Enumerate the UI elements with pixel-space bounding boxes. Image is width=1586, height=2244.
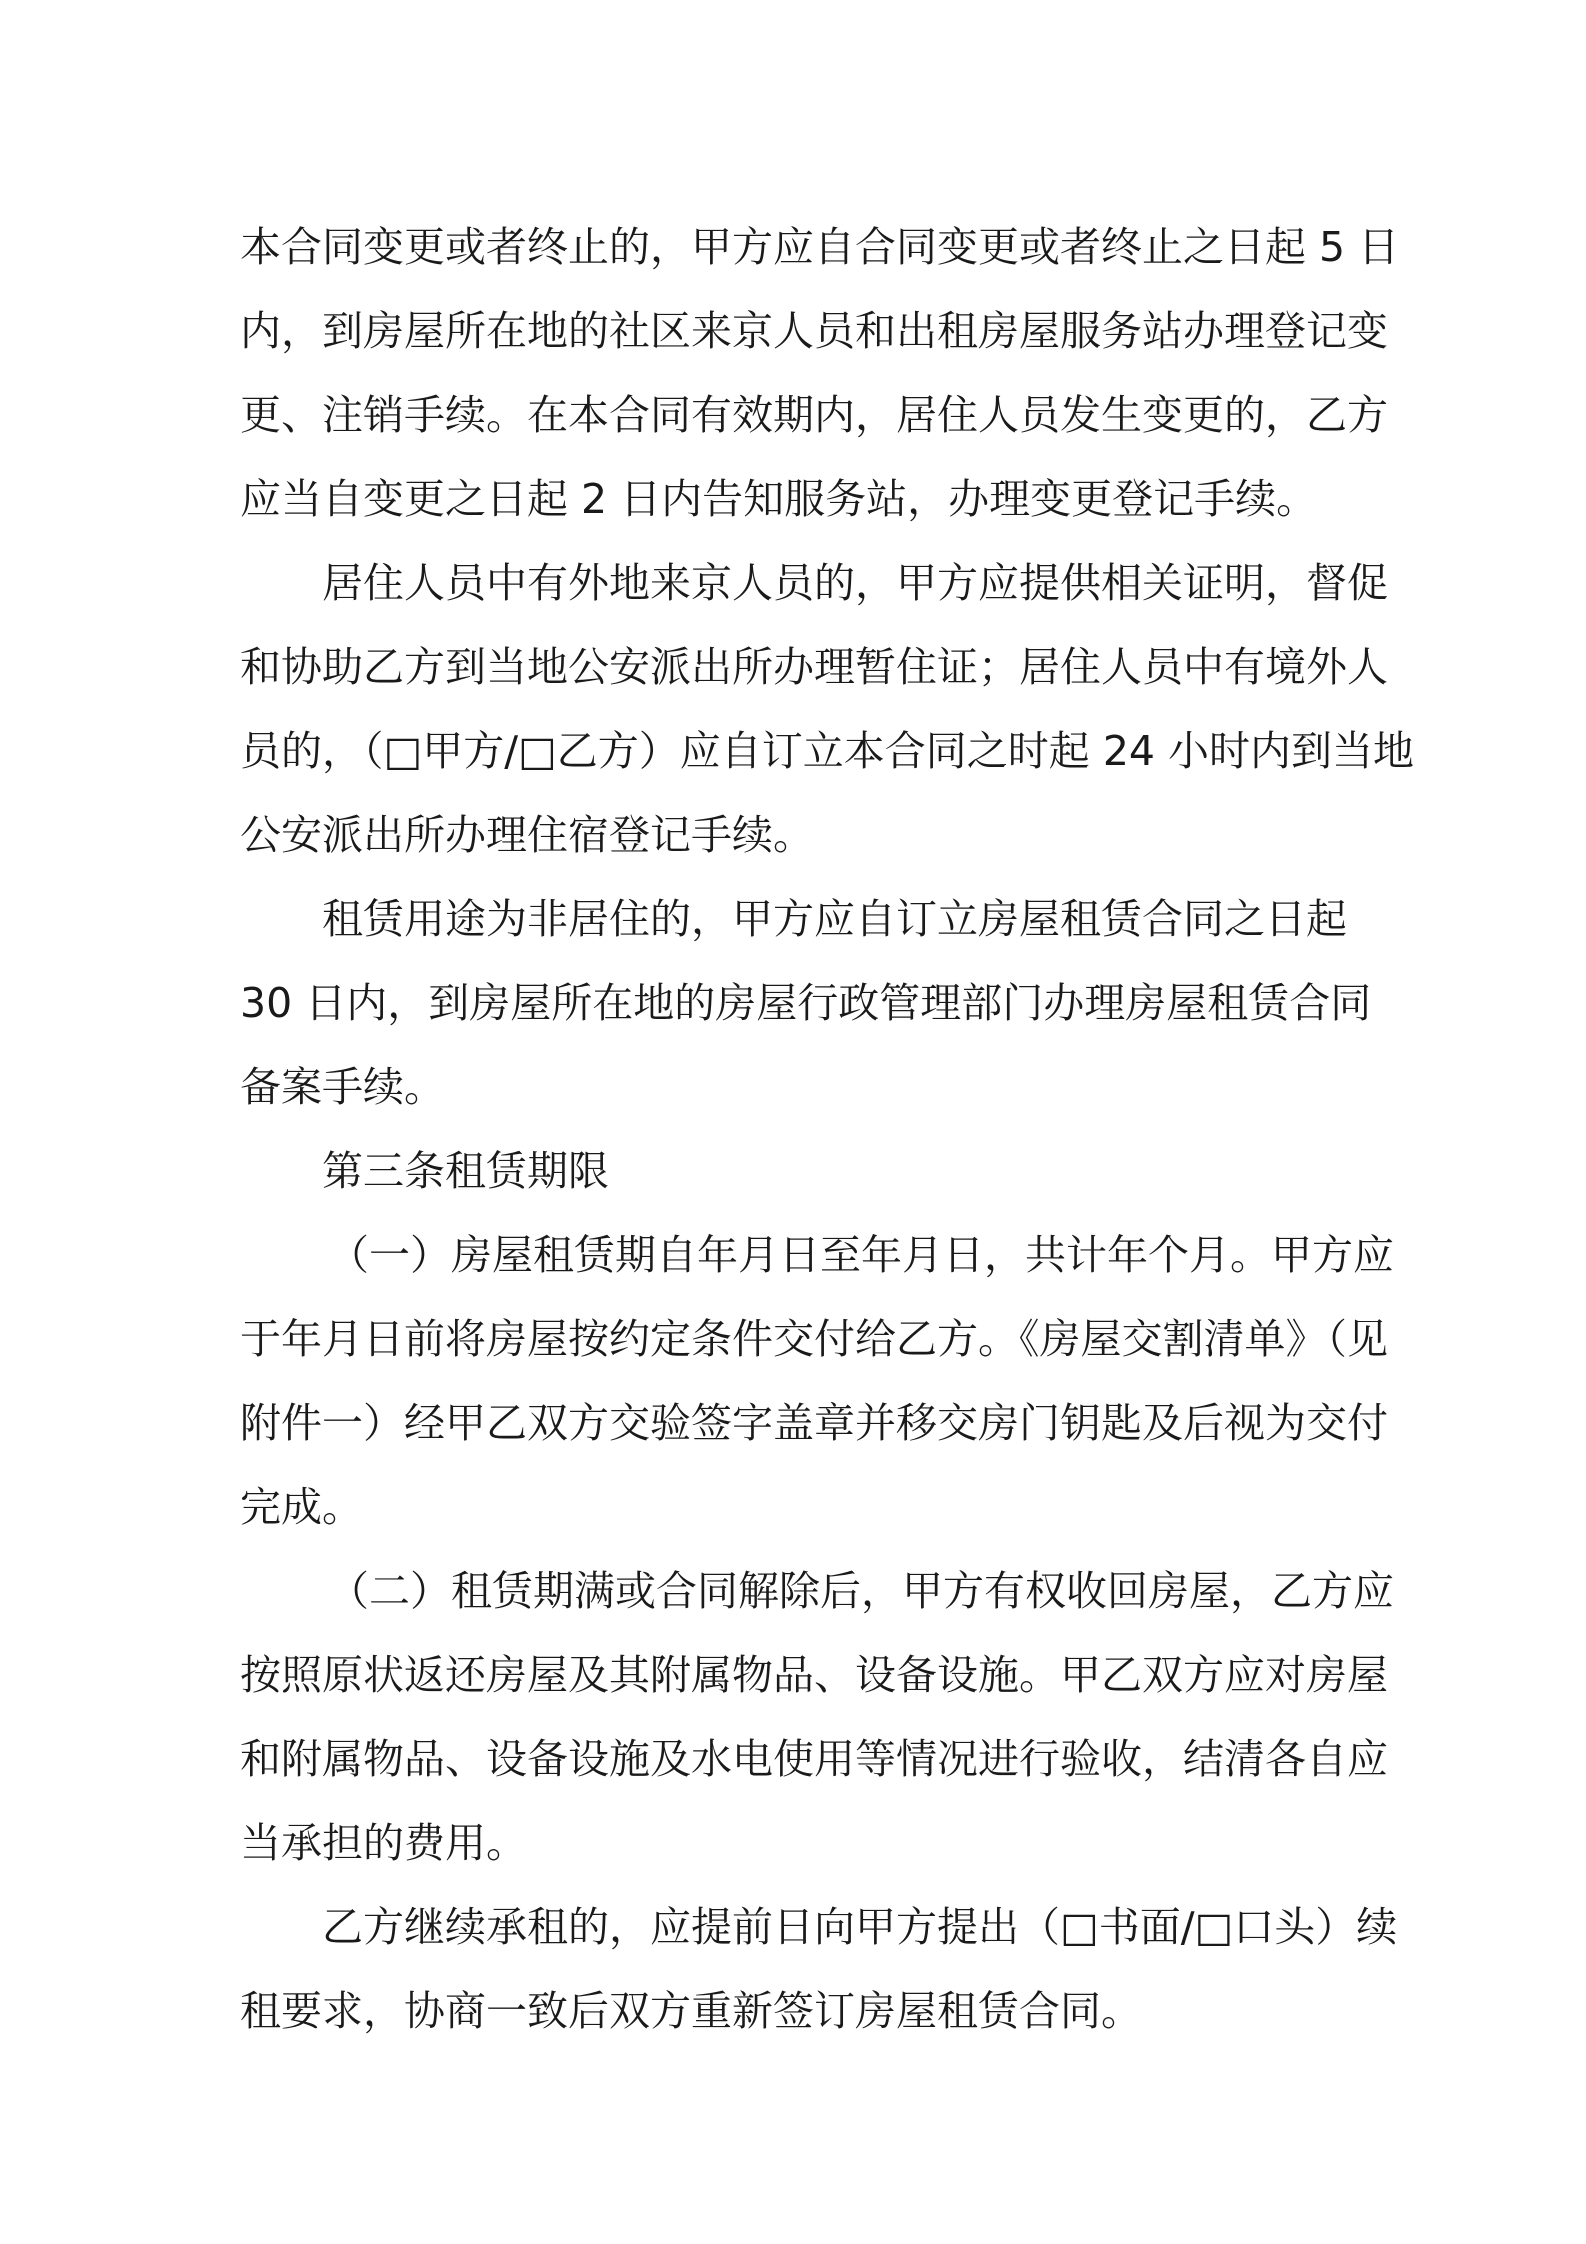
text-line: 公安派出所办理住宿登记手续。: [240, 811, 814, 859]
text-line: 30 日内，到房屋所在地的房屋行政管理部门办理房屋租赁合同: [240, 979, 1372, 1027]
paragraph-first-line: 居住人员中有外地来京人员的，甲方应提供相关证明，督促: [322, 559, 1388, 607]
text-line: 本合同变更或者终止的，甲方应自合同变更或者终止之日起 5 日: [240, 223, 1400, 271]
text-line: 当承担的费用。: [240, 1819, 527, 1867]
text-line: 和附属物品、设备设施及水电使用等情况进行验收，结清各自应: [240, 1735, 1388, 1783]
text-line: 附件一）经甲乙双方交验签字盖章并移交房门钥匙及后视为交付: [240, 1399, 1388, 1447]
text-line: 更、注销手续。在本合同有效期内，居住人员发生变更的，乙方: [240, 391, 1388, 439]
paragraph-first-line: （二）租赁期满或合同解除后，甲方有权收回房屋，乙方应: [328, 1567, 1394, 1615]
paragraph-first-line: （一）房屋租赁期自年月日至年月日，共计年个月。甲方应: [328, 1231, 1394, 1279]
text-line: 和协助乙方到当地公安派出所办理暂住证；居住人员中有境外人: [240, 643, 1388, 691]
paragraph-first-line: 租赁用途为非居住的，甲方应自订立房屋租赁合同之日起: [322, 895, 1347, 943]
section-heading: 第三条租赁期限: [322, 1147, 609, 1195]
paragraph-first-line: 乙方继续承租的，应提前日向甲方提出（□书面/□口头）续: [322, 1903, 1398, 1951]
text-line: 员的，（□甲方/□乙方）应自订立本合同之时起 24 小时内到当地: [240, 727, 1415, 775]
text-line: 应当自变更之日起 2 日内告知服务站，办理变更登记手续。: [240, 475, 1318, 523]
text-line: 完成。: [240, 1483, 363, 1531]
text-line: 内，到房屋所在地的社区来京人员和出租房屋服务站办理登记变: [240, 307, 1388, 355]
text-line: 于年月日前将房屋按约定条件交付给乙方。《房屋交割清单》（见: [240, 1315, 1388, 1363]
text-line: 租要求，协商一致后双方重新签订房屋租赁合同。: [240, 1987, 1142, 2035]
contract-text: [240, 205, 1415, 2053]
text-line: 备案手续。: [240, 1063, 445, 1111]
text-line: 按照原状返还房屋及其附属物品、设备设施。甲乙双方应对房屋: [240, 1651, 1388, 1699]
